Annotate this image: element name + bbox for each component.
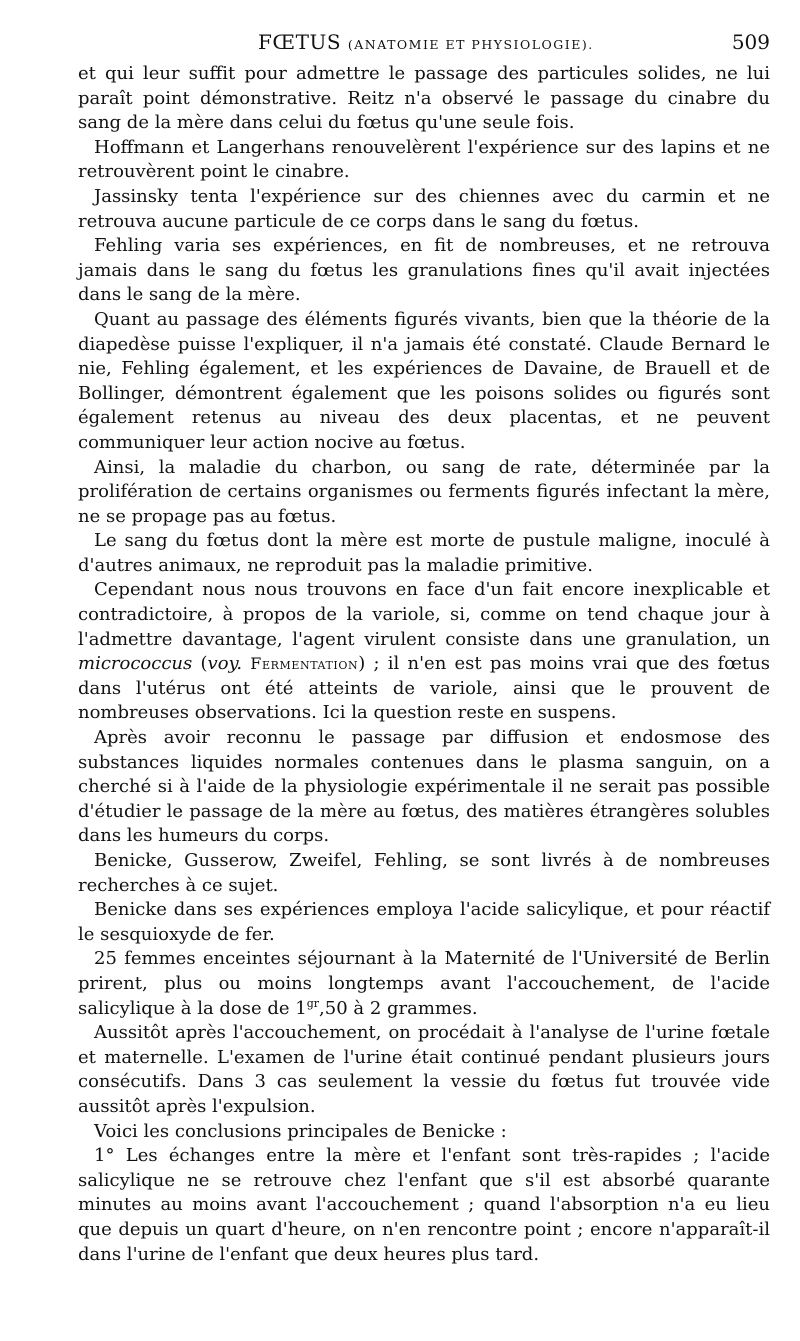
- paragraph-hoffmann: Hoffmann et Langerhans renouvelèrent l'expérience sur des lapins et ne retrouvèrent point le cinabre.: [78, 136, 770, 183]
- paragraph-conclusion-1: 1° Les échanges entre la mère et l'enfant sont très-rapides ; l'acide salicylique ne se retrouve chez l'enfant que s'il est absorbé quarante minutes au moins avant l'accouchement ; quand l'absorption n'a eu lieu que depuis un quart d'heure, on n'en rencontre point ; encore n'apparaît-il dans l'urine de l'enfant que deux heures plus tard.: [78, 1145, 770, 1265]
- running-title-main: FŒTUS: [258, 30, 342, 54]
- variole-text-2: ) ; il n'en est pas moins vrai que des fœtus dans l'utérus ont été atteints de variole, ainsi que le prouvent de nombreuses observations. Ici la question reste en suspens.: [78, 653, 770, 724]
- paragraph-fehling: Fehling varia ses expériences, en fit de nombreuses, et ne retrouva jamais dans le sang du fœtus les granulations fines qu'il avait injectées dans le sang de la mère.: [78, 235, 770, 306]
- dose-text-1: 25 femmes enceintes séjournant à la Maternité de l'Université de Berlin prirent, plus ou moins longtemps avant l'accouchement, de l'acide salicylique à la dose de 1: [78, 948, 770, 1019]
- paragraph-diffusion: Après avoir reconnu le passage par diffusion et endosmose des substances liquides normales contenues dans le plasma sanguin, on a cherché si à l'aide de la physiologie expérimentale il ne serait pas possible d'étudier le passage de la mère au fœtus, des matières étrangères solubles dans les humeurs du corps.: [78, 727, 770, 847]
- paragraph-femmes-enceintes: [78, 947, 770, 1021]
- running-title: [258, 30, 594, 54]
- dose-text-2: ,50 à 2 grammes.: [319, 997, 478, 1019]
- micrococcus-term: micrococcus: [78, 653, 193, 675]
- fermentation-ref: Fermentation: [250, 654, 359, 674]
- paragraph-continuation: et qui leur suffit pour admettre le passage des particules solides, ne lui paraît point démonstrative. Reitz n'a observé le passage du cinabre du sang de la mère dans celui du fœtus qu'une seule fois.: [78, 63, 770, 134]
- paragraph-conclusions-intro: Voici les conclusions principales de Benicke :: [94, 1120, 507, 1142]
- gram-abbrev: gr: [306, 996, 320, 1010]
- variole-text-1: Cependant nous nous trouvons en face d'un fait encore inexplicable et contradictoire, à propos de la variole, si, comme on tend chaque jour à l'admettre davantage, l'agent virulent consiste dans une granulation, un: [78, 579, 770, 650]
- paragraph-pustule: Le sang du fœtus dont la mère est morte de pustule maligne, inoculé à d'autres animaux, ne reproduit pas la maladie primitive.: [78, 530, 770, 576]
- paragraph-benicke-gusserow: Benicke, Gusserow, Zweifel, Fehling, se sont livrés à de nombreuses recherches à ce sujet.: [78, 850, 770, 896]
- paragraph-charbon: Ainsi, la maladie du charbon, ou sang de rate, déterminée par la prolifération de certains organismes ou ferments figurés infectant la mère, ne se propage pas au fœtus.: [78, 456, 770, 527]
- body-text: [78, 62, 770, 1267]
- paragraph-elements-figures: Quant au passage des éléments figurés vivants, bien que la théorie de la diapedèse puisse l'expliquer, il n'a jamais été constaté. Claude Bernard le nie, Fehling également, et les expériences de Davaine, de Brauell et de Bollinger, démontrent également que les poisons solides ou figurés sont également retenus au niveau des deux placentas, et ne peuvent communiquer leur action nocive au fœtus.: [78, 308, 770, 453]
- page-number: 509: [731, 30, 770, 54]
- voy-abbrev: voy.: [207, 653, 243, 675]
- page-header: [78, 26, 770, 62]
- paragraph-variole: [78, 578, 770, 726]
- paragraph-jassinsky: Jassinsky tenta l'expérience sur des chiennes avec du carmin et ne retrouva aucune particule de ce corps dans le sang du fœtus.: [78, 185, 770, 232]
- paragraph-acide-salicylique: Benicke dans ses expériences employa l'acide salicylique, et pour réactif le sesquioxyde de fer.: [78, 899, 770, 945]
- open-paren: (: [192, 653, 208, 675]
- paragraph-analyse-urine: Aussitôt après l'accouchement, on procédait à l'analyse de l'urine fœtale et maternelle. L'examen de l'urine était continué pendant plusieurs jours consécutifs. Dans 3 cas seulement la vessie du fœtus fut trouvée vide aussitôt après l'expulsion.: [78, 1022, 770, 1117]
- running-title-sub: (ANATOMIE ET PHYSIOLOGIE).: [347, 37, 594, 52]
